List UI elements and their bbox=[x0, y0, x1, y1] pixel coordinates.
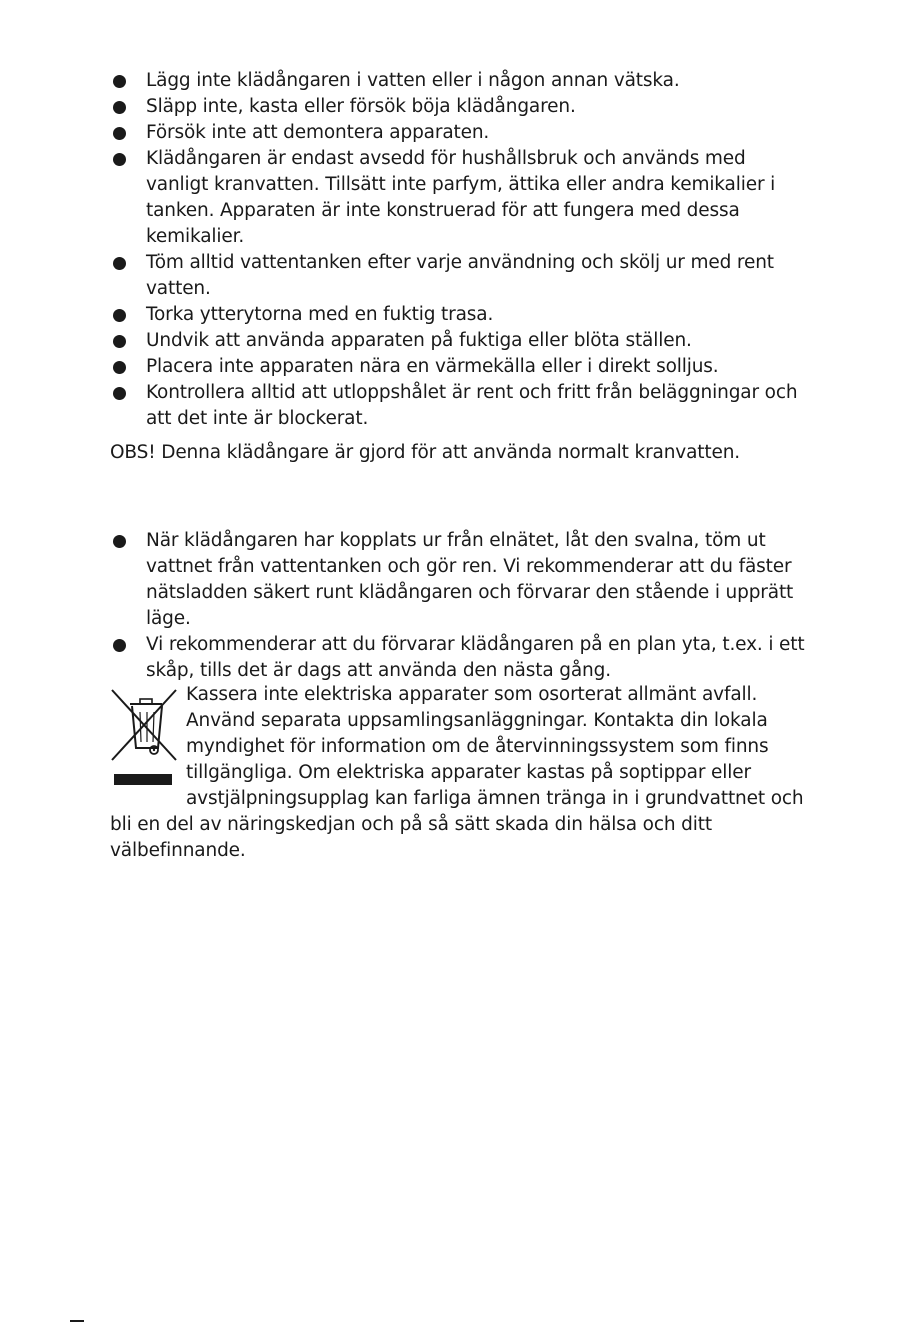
weee-disposal-text: Kassera inte elektriska apparater som osorterat allmänt avfall. Använd separata uppsamlingsanläggningar. Kontakta din lokala myndighet för information om de återvinningssystem som finns tillgängliga. Om elektriska apparater kastas på soptippar eller avstjälpningsupplag kan farliga ämnen tränga in i grundvattnet och bli en del av näringskedjan och på så sätt skada din hälsa och ditt välbefinnande. bbox=[110, 684, 804, 861]
list-item-text: Lägg inte klädångaren i vatten eller i någon annan vätska. bbox=[146, 70, 680, 91]
list-item bbox=[110, 250, 810, 302]
list-item-text: Undvik att använda apparaten på fuktiga eller blöta ställen. bbox=[146, 330, 692, 351]
list-item-text: Släpp inte, kasta eller försök böja klädångaren. bbox=[146, 96, 576, 117]
list-item-text: Vi rekommenderar att du förvarar klädångaren på en plan yta, t.ex. i ett skåp, tills det är dags att använda den nästa gång. bbox=[146, 634, 805, 681]
list-item-text: När klädångaren har kopplats ur från elnätet, låt den svalna, töm ut vattnet från vattentanken och gör ren. Vi rekommenderar att du fäster nätsladden säkert runt klädångaren och förvarar den stående i upprätt läge. bbox=[146, 530, 794, 629]
list-item bbox=[110, 120, 810, 146]
bullet-dot-icon bbox=[113, 153, 126, 166]
list-item bbox=[110, 354, 810, 380]
list-item-text: Torka ytterytorna med en fuktig trasa. bbox=[146, 304, 494, 325]
list-item-text: Töm alltid vattentanken efter varje användning och skölj ur med rent vatten. bbox=[146, 252, 774, 299]
list-item bbox=[110, 146, 810, 250]
bullet-dot-icon bbox=[113, 75, 126, 88]
bullet-dot-icon bbox=[113, 101, 126, 114]
bullet-dot-icon bbox=[113, 361, 126, 374]
safety-instructions-list bbox=[110, 68, 810, 432]
list-item-text: Kontrollera alltid att utloppshålet är rent och fritt från beläggningar och att det inte är blockerat. bbox=[146, 382, 798, 429]
list-item bbox=[110, 328, 810, 354]
list-item-text: Försök inte att demontera apparaten. bbox=[146, 122, 490, 143]
list-item bbox=[110, 528, 810, 632]
bullet-dot-icon bbox=[113, 387, 126, 400]
list-item bbox=[110, 302, 810, 328]
bullet-dot-icon bbox=[113, 127, 126, 140]
weee-disposal-section bbox=[110, 682, 810, 864]
bullet-dot-icon bbox=[113, 335, 126, 348]
note-text: OBS! Denna klädångare är gjord för att använda normalt kranvatten. bbox=[110, 442, 741, 463]
list-item-text: Placera inte apparaten nära en värmekälla eller i direkt solljus. bbox=[146, 356, 719, 377]
list-item bbox=[110, 68, 810, 94]
list-item-text: Klädångaren är endast avsedd för hushållsbruk och används med vanligt kranvatten. Tillsätt inte parfym, ättika eller andra kemikalier i tanken. Apparaten är inte konstruerad för att fungera med dessa kemikalier. bbox=[146, 148, 776, 247]
bullet-dot-icon bbox=[113, 309, 126, 322]
list-item bbox=[110, 94, 810, 120]
crossed-out-wheelie-bin-icon bbox=[110, 682, 178, 792]
page-footer-mark bbox=[70, 1320, 84, 1322]
bullet-dot-icon bbox=[113, 257, 126, 270]
bullet-dot-icon bbox=[113, 535, 126, 548]
storage-instructions-list bbox=[110, 528, 810, 684]
list-item bbox=[110, 380, 810, 432]
bullet-dot-icon bbox=[113, 639, 126, 652]
list-item bbox=[110, 632, 810, 684]
